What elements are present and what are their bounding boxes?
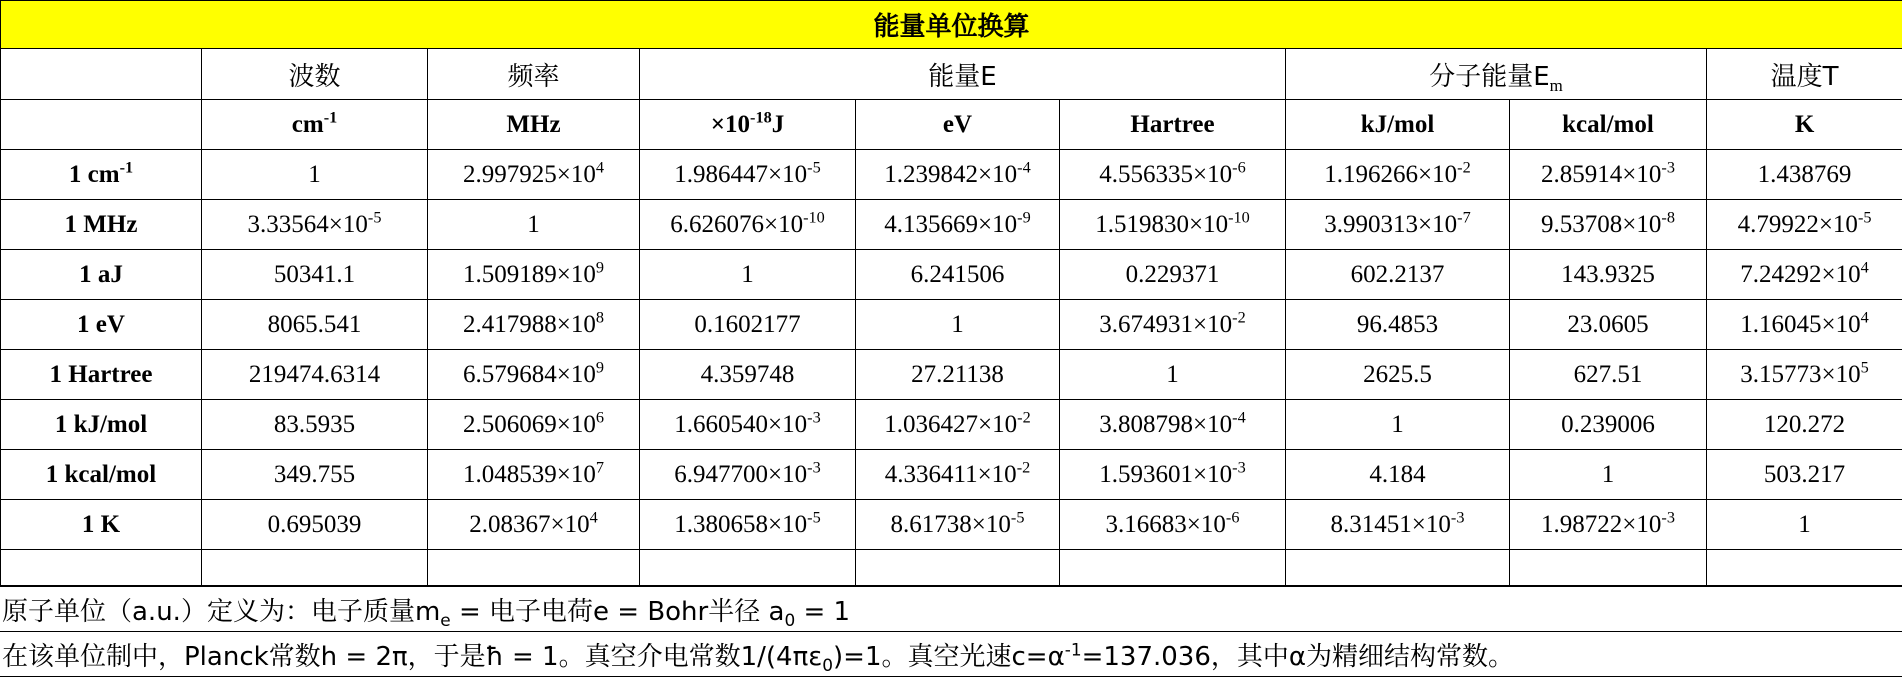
cell-exponent: -9 [1017,208,1031,226]
table-cell [1510,300,1707,350]
cell-exponent: -3 [1661,508,1675,526]
cell-mantissa: 2.08367×10 [469,511,589,538]
cell-exponent: -5 [1011,508,1025,526]
group-temperature: 温度T [1707,49,1902,100]
cell-exponent: -4 [1017,158,1031,176]
cell-mantissa: 143.9325 [1561,261,1655,288]
cell-mantissa: 8065.541 [268,311,362,338]
cell-exponent: -3 [1232,458,1246,476]
cell-mantissa: 219474.6314 [249,361,380,388]
blank-cell [202,550,428,586]
row-header [1,350,202,400]
cell-mantissa: 6.241506 [911,261,1005,288]
table-cell [1707,500,1902,550]
cell-exponent: 4 [1861,308,1869,326]
table-cell [1060,300,1286,350]
table-cell [1510,400,1707,450]
cell-mantissa: 627.51 [1574,361,1643,388]
table-cell [1286,400,1510,450]
table-cell [640,250,856,300]
corner-cell [1,49,202,100]
cell-exponent: -2 [1017,408,1031,426]
blank-cell [1707,550,1902,586]
table-cell [1286,300,1510,350]
unit-exponent: -1 [324,108,338,126]
table-cell [1060,150,1286,200]
table-cell [640,350,856,400]
cell-mantissa: 503.217 [1764,461,1845,488]
cell-mantissa: 1 [1602,461,1615,488]
unit-header-cell [856,100,1060,150]
cell-mantissa: 6.579684×10 [463,361,596,388]
cell-exponent: 4 [590,508,598,526]
cell-mantissa: 83.5935 [274,411,355,438]
blank-cell [1060,550,1286,586]
cell-exponent: -5 [807,508,821,526]
group-wavenumber: 波数 [202,49,428,100]
table-row [1,400,1902,450]
unit-base: Hartree [1130,111,1214,138]
cell-mantissa: 0.229371 [1126,261,1220,288]
table-cell [1060,200,1286,250]
cell-mantissa: 27.21138 [911,361,1004,388]
table-cell [1707,450,1902,500]
cell-mantissa: 602.2137 [1351,261,1445,288]
note2-sub-0: 0 [822,655,833,675]
cell-mantissa: 1.509189×10 [463,261,596,288]
row-header [1,300,202,350]
cell-mantissa: 1 [527,211,540,238]
cell-mantissa: 50341.1 [274,261,355,288]
cell-exponent: 9 [596,358,604,376]
row-header-exponent: -1 [120,158,134,176]
cell-exponent: 7 [596,458,604,476]
cell-exponent: 4 [1861,258,1869,276]
blank-cell [428,550,640,586]
cell-exponent: 5 [1861,358,1869,376]
cell-mantissa: 1.196266×10 [1324,161,1457,188]
cell-mantissa: 8.61738×10 [891,511,1011,538]
cell-mantissa: 1 [1391,411,1404,438]
cell-mantissa: 1 [741,261,754,288]
row-header-label: 1 kJ/mol [55,411,147,438]
table-row [1,500,1902,550]
table-cell [1707,150,1902,200]
cell-mantissa: 2.997925×10 [463,161,596,188]
row-header [1,500,202,550]
note1-sub-0: 0 [784,610,795,630]
blank-cell [1,550,202,586]
note2-sup: -1 [1065,639,1082,659]
cell-mantissa: 2.85914×10 [1541,161,1661,188]
cell-mantissa: 1 [951,311,964,338]
cell-exponent: -5 [368,208,382,226]
unit-header-cell [202,100,428,150]
unit-header-cell [428,100,640,150]
cell-mantissa: 4.556335×10 [1099,161,1232,188]
table-cell [428,400,640,450]
cell-mantissa: 3.990313×10 [1324,211,1457,238]
table-row [1,350,1902,400]
cell-exponent: -3 [1661,158,1675,176]
table-cell [202,350,428,400]
table-cell [1510,500,1707,550]
table-cell [428,500,640,550]
table-cell [1060,500,1286,550]
cell-mantissa: 1.239842×10 [884,161,1017,188]
table-cell [856,450,1060,500]
blank-cell [1510,550,1707,586]
note-planck-constant [0,632,1902,677]
note1-sub-e: e [440,610,450,630]
cell-mantissa: 6.947700×10 [674,461,807,488]
cell-exponent: -3 [807,458,821,476]
table-cell [1510,250,1707,300]
cell-mantissa: 7.24292×10 [1740,261,1860,288]
table-cell [856,250,1060,300]
table-cell [640,450,856,500]
table-cell [202,150,428,200]
table-row [1,300,1902,350]
table-title: 能量单位换算 [1,1,1902,49]
table-cell [1286,200,1510,250]
unit-base: MHz [506,111,560,138]
cell-mantissa: 1 [1798,511,1811,538]
row-header-label: 1 cm [69,161,120,188]
table-cell [856,200,1060,250]
cell-mantissa: 1.438769 [1758,161,1852,188]
cell-mantissa: 4.184 [1369,461,1425,488]
table-cell [640,400,856,450]
table-cell [1707,200,1902,250]
table-cell [202,400,428,450]
note-atomic-units [0,587,1902,632]
cell-mantissa: 1.98722×10 [1541,511,1661,538]
group-molar-energy [1286,49,1707,100]
note2-text-b: )=1。真空光速c=α [833,642,1065,672]
table-cell [856,150,1060,200]
unit-header-cell [1286,100,1510,150]
table-cell [1286,450,1510,500]
cell-mantissa: 349.755 [274,461,355,488]
table-cell [202,500,428,550]
table-cell [1707,350,1902,400]
blank-cell [856,550,1060,586]
unit-base: kcal/mol [1562,111,1654,138]
cell-mantissa: 0.695039 [268,511,362,538]
cell-exponent: 6 [596,408,604,426]
row-header [1,450,202,500]
blank-cell [1286,550,1510,586]
cell-mantissa: 3.808798×10 [1099,411,1232,438]
row-header-label: 1 K [82,511,120,538]
cell-mantissa: 1.986447×10 [674,161,807,188]
unit-header-cell [1707,100,1902,150]
row-header-label: 1 aJ [79,261,123,288]
table-cell [1510,200,1707,250]
table-cell [640,500,856,550]
cell-exponent: -10 [803,208,825,226]
row-header-label: 1 kcal/mol [46,461,156,488]
table-cell [428,250,640,300]
cell-mantissa: 1.593601×10 [1099,461,1232,488]
cell-exponent: -4 [1232,408,1246,426]
table-cell [202,200,428,250]
note1-text-c: = 1 [795,597,850,627]
table-cell [640,200,856,250]
table-row [1,250,1902,300]
cell-mantissa: 23.0605 [1567,311,1648,338]
cell-exponent: -10 [1228,208,1250,226]
row-header-label: 1 eV [77,311,125,338]
cell-mantissa: 3.16683×10 [1106,511,1226,538]
unit-exponent: -18 [750,108,772,126]
cell-mantissa: 1.380658×10 [674,511,807,538]
cell-exponent: -2 [1017,458,1031,476]
note1-text-b: = 电子电荷e = Bohr半径 a [451,597,785,627]
table-cell [1286,350,1510,400]
note2-text-a: 在该单位制中，Planck常数h = 2π，于是ħ = 1。真空介电常数1/(4πε [2,642,822,672]
row-header-label: 1 MHz [65,211,138,238]
cell-mantissa: 1 [1166,361,1179,388]
cell-mantissa: 120.272 [1764,411,1845,438]
note1-text-a: 原子单位（a.u.）定义为：电子质量m [2,597,440,627]
cell-exponent: -6 [1232,158,1246,176]
table-cell [1707,400,1902,450]
cell-exponent: 8 [596,308,604,326]
table-cell [1060,350,1286,400]
blank-row [1,550,1902,586]
cell-mantissa: 2.506069×10 [463,411,596,438]
table-row [1,200,1902,250]
cell-mantissa: 1 [308,161,321,188]
cell-exponent: -8 [1661,208,1675,226]
table-cell [1060,250,1286,300]
cell-mantissa: 1.16045×10 [1740,311,1860,338]
cell-mantissa: 9.53708×10 [1541,211,1661,238]
cell-mantissa: 4.135669×10 [884,211,1017,238]
cell-mantissa: 8.31451×10 [1331,511,1451,538]
table-cell [1286,150,1510,200]
table-cell [1286,250,1510,300]
table-cell [202,250,428,300]
cell-exponent: -3 [1451,508,1465,526]
group-energy-label: 能量E [928,62,996,92]
blank-cell [640,550,856,586]
cell-mantissa: 4.79922×10 [1738,211,1858,238]
cell-mantissa: 4.336411×10 [885,461,1017,488]
table-cell [1707,300,1902,350]
table-row [1,450,1902,500]
table-cell [428,450,640,500]
table-cell [1060,400,1286,450]
table-cell [856,300,1060,350]
table-cell [428,350,640,400]
cell-mantissa: 2.417988×10 [463,311,596,338]
row-header [1,150,202,200]
cell-exponent: -7 [1457,208,1471,226]
unit-suffix: J [772,111,785,138]
cell-exponent: -2 [1232,308,1246,326]
table-cell [640,300,856,350]
table-cell [428,300,640,350]
cell-exponent: -5 [807,158,821,176]
table-cell [856,350,1060,400]
cell-mantissa: 1.048539×10 [463,461,596,488]
table-cell [1060,450,1286,500]
cell-mantissa: 1.660540×10 [674,411,807,438]
cell-mantissa: 3.674931×10 [1099,311,1232,338]
cell-exponent: -2 [1457,158,1471,176]
unit-base: eV [943,111,972,138]
cell-exponent: 9 [596,258,604,276]
unit-base: K [1795,111,1814,138]
cell-mantissa: 1.519830×10 [1095,211,1228,238]
notes-table [0,586,1902,677]
table-cell [1510,350,1707,400]
table-cell [1707,250,1902,300]
unit-base: ×10 [711,111,750,138]
unit-header-cell [1060,100,1286,150]
cell-mantissa: 0.239006 [1561,411,1655,438]
cell-exponent: 4 [596,158,604,176]
table-cell [1286,500,1510,550]
row-header [1,200,202,250]
table-cell [640,150,856,200]
table-cell [428,200,640,250]
cell-mantissa: 0.1602177 [694,311,800,338]
cell-exponent: -5 [1858,208,1872,226]
table-row [1,150,1902,200]
table-cell [856,500,1060,550]
cell-mantissa: 6.626076×10 [670,211,803,238]
cell-mantissa: 96.4853 [1357,311,1438,338]
row-header [1,400,202,450]
group-frequency: 频率 [428,49,640,100]
unit-header-cell [1510,100,1707,150]
cell-mantissa: 1.036427×10 [884,411,1017,438]
table-cell [202,450,428,500]
group-molar-label: 分子能量E [1429,62,1549,92]
table-cell [202,300,428,350]
cell-exponent: -6 [1226,508,1240,526]
table-cell [428,150,640,200]
table-cell [856,400,1060,450]
row-header-label: 1 Hartree [50,361,153,388]
group-molar-subscript: m [1550,76,1563,95]
table-cell [1510,450,1707,500]
unit-base: cm [292,111,324,138]
cell-exponent: -3 [807,408,821,426]
cell-mantissa: 3.33564×10 [248,211,368,238]
unit-header-cell [640,100,856,150]
table-cell [1510,150,1707,200]
cell-mantissa: 2625.5 [1363,361,1432,388]
note2-text-c: =137.036，其中α为精细结构常数。 [1082,642,1514,672]
unit-base: kJ/mol [1361,111,1435,138]
group-energy [640,49,1286,100]
cell-mantissa: 3.15773×10 [1740,361,1860,388]
cell-mantissa: 4.359748 [701,361,795,388]
row-header [1,250,202,300]
corner-cell-units [1,100,202,150]
